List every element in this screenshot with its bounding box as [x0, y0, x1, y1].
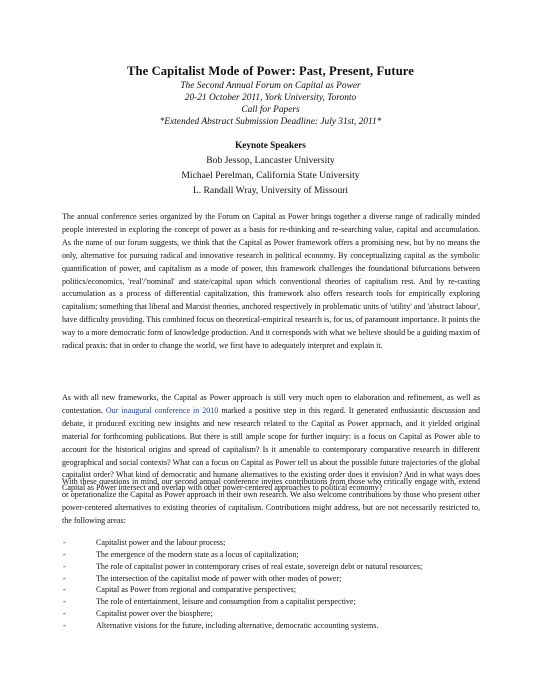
- list-marker: -: [63, 620, 66, 630]
- list-item: [62, 608, 502, 620]
- intro-paragraph: The annual conference series organized by the Forum on Capital as Power brings together a diverse range of radically minded people interested in exploring the concept of power as a basis for re-thinking and re-searching value, capital and accumulation. As the name of our forum suggests, we think that the Capital as Power framework offers a promising new, but by no means the only, alternative for pursuing radical and innovative research in political economy. By conceptualizing capital as the symbolic quantification of power, and capitalism as a mode of power, this framework challenges the foundational bifurcations between politics/economics, 'real'/'nominal' and state/capital upon which conventional theories of capitalism rest. And by re-casting accumulation as a process of differential capitalization, this framework also offers research tools for empirically exploring capitalism; something that liberal and Marxist theories, anchored respectively in problematic units of 'utility' and 'abstract labour', have difficulty providing. This combined focus on theoretical-empirical research is, for us, of paramount importance. It points the way to a more democratic form of knowledge production. And it corresponds with what we believe should be a guiding maxim of radical praxis: that in order to change the world, we first have to adequately interpret and explain it.: [62, 212, 480, 351]
- forum-name: The Second Annual Forum on Capital as Power: [180, 81, 361, 91]
- topic-list: [62, 537, 502, 632]
- paragraph-text: As with all new frameworks, the Capital as Power approach is still very much open to elaboration and refinement, as well as contestation.: [62, 393, 480, 415]
- keynote-speaker: Michael Perelman, California State University: [181, 170, 360, 181]
- list-marker: -: [63, 585, 66, 595]
- contributions-paragraph: With these questions in mind, our second annual conference invites contributions from those who critically engage with, extend or operationalize the Capital as Power approach in their own research. We also welcome contributions by those who present other power-centered alternatives to existing theories of capitalism. Contributions might address, but are not necessarily restricted to, the following areas:: [62, 477, 480, 525]
- list-marker: -: [63, 609, 66, 619]
- inaugural-conference-link[interactable]: Our inaugural conference in 2010: [105, 405, 219, 415]
- list-item-text: The emergence of the modern state as a locus of capitalization;: [96, 549, 299, 559]
- list-item-text: The intersection of the capitalist mode of power with other modes of power;: [96, 573, 342, 583]
- list-item: [62, 573, 502, 585]
- call-for-papers: Call for Papers: [241, 105, 300, 115]
- list-item: [62, 549, 502, 561]
- list-item-text: Capitalist power and the labour process;: [96, 538, 226, 547]
- list-item-text: Capitalist power over the biosphere;: [96, 609, 213, 619]
- list-item: [62, 596, 502, 608]
- list-item-text: Alternative visions for the future, including alternative, democratic accounting systems.: [96, 620, 379, 630]
- list-marker: -: [63, 549, 66, 559]
- list-marker: -: [63, 538, 66, 547]
- list-marker: -: [63, 597, 66, 607]
- paragraph-text: marked a positive step in this regard. It generated enthusiastic discussion and debate, it produced exciting new insights and new research related to the Capital as Power approach, and it yielded original material for forthcoming publications. But there is still ample scope for further inquiry: is a focus on Capital as Power able to account for the historical origins and spread of capitalism? Is it amenable to contemporary comparative research in different geographical and social contexts? What can a focus on Capital as Power tell us about the possible future trajectories of the global capitalist order? What kind of democratic and humane alternatives to the existing order does it envision? And in what ways does Capital as Power intersect and overlap with other power-centered approaches to political economy?: [62, 405, 481, 493]
- keynote-speaker: L. Randall Wray, University of Missouri: [192, 185, 349, 196]
- keynote-speaker: Bob Jessop, Lancaster University: [206, 155, 335, 166]
- conference-dates: 20-21 October 2011, York University, Toronto: [184, 93, 357, 103]
- list-marker: -: [63, 573, 66, 583]
- list-item-text: The role of capitalist power in contemporary crises of real estate, sovereign debt or natural resources;: [96, 561, 423, 571]
- list-item: [62, 561, 502, 573]
- submission-deadline: *Extended Abstract Submission Deadline: July 31st, 2011*: [159, 117, 382, 127]
- list-item-text: Capital as Power from regional and comparative perspectives;: [96, 585, 296, 595]
- document-title: The Capitalist Mode of Power: Past, Present, Future: [127, 64, 414, 78]
- list-item-text: The role of entertainment, leisure and consumption from a capitalist perspective;: [96, 597, 356, 607]
- list-item: [62, 584, 502, 596]
- list-marker: -: [63, 561, 66, 571]
- keynote-heading: Keynote Speakers: [235, 140, 306, 150]
- list-item: [62, 620, 502, 632]
- list-item: [62, 537, 502, 549]
